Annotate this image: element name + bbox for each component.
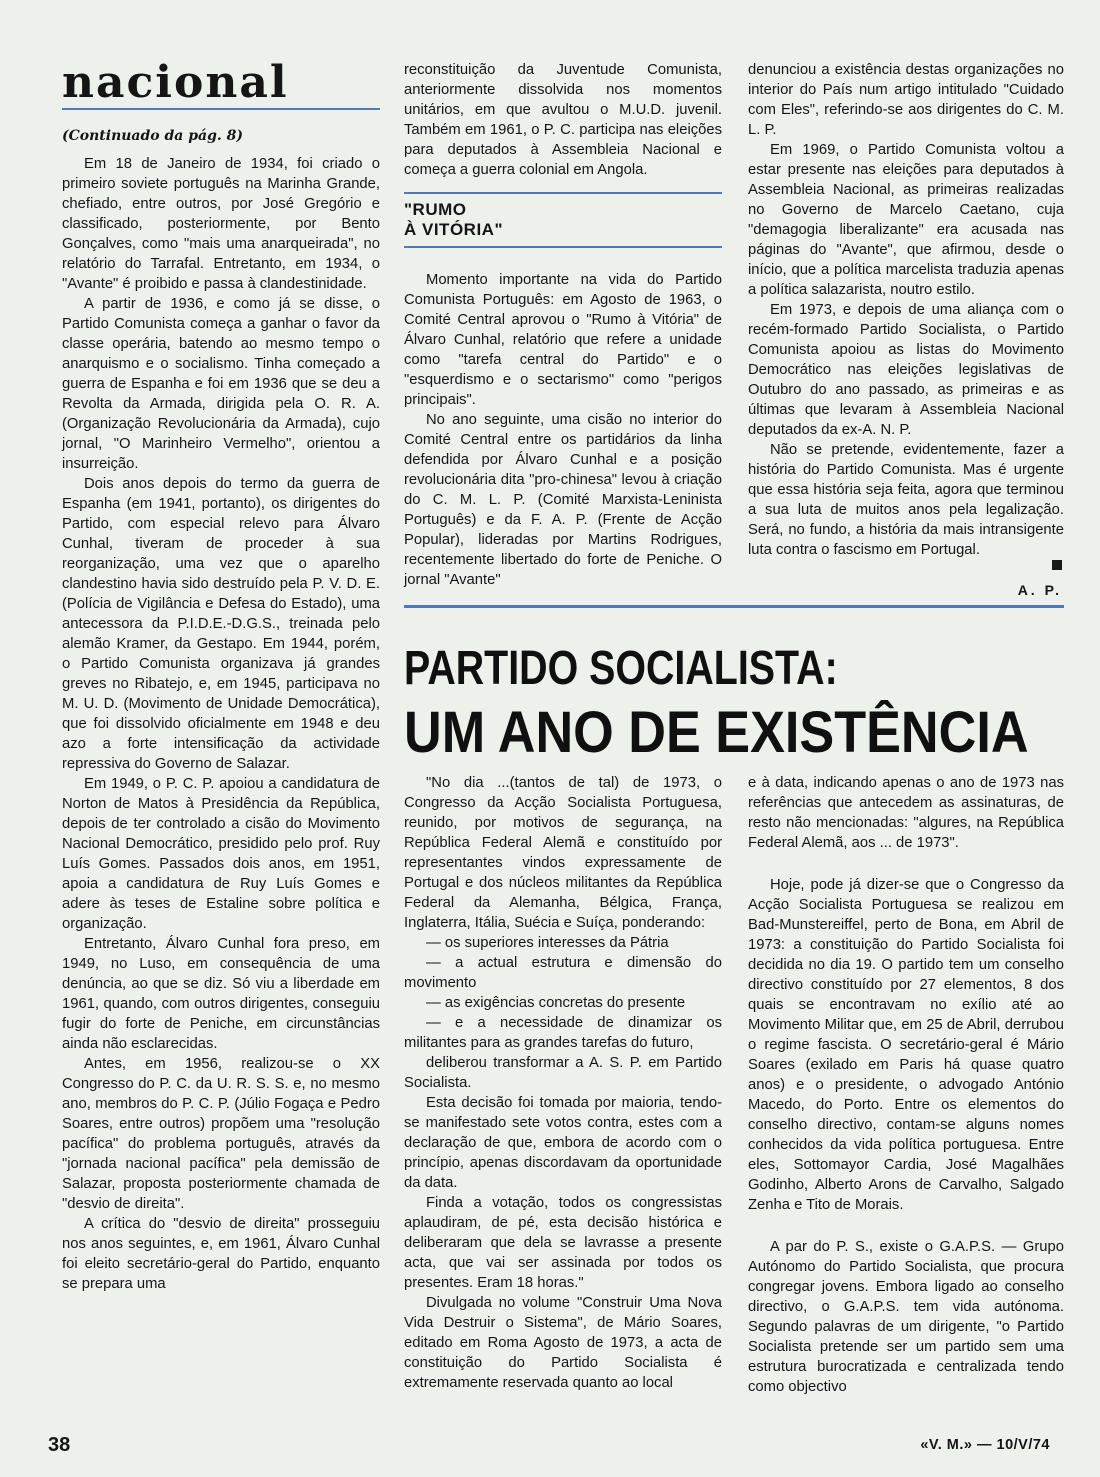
paragraph: Em 1973, e depois de uma aliança com o recém-formado Partido Socialista, o Partido Comunista apoiou as listas do Movimento Democrático nas eleições legislativas de Outubro do ano passado, as primeiras e as últimas que levaram à Assembleia Nacional deputados da ex-A. N. P. (748, 302, 1064, 438)
section-title-rule (62, 108, 380, 110)
paragraph: Entretanto, Álvaro Cunhal fora preso, em 1949, no Luso, em consequência de uma denúncia, ao que se diz. Só viu a liberdade em 1961, quando, com outros dirigentes, conseguiu fugir do forte de Peniche, em circunstâncias ainda não esclarecidas. (62, 936, 380, 1052)
paragraph: Antes, em 1956, realizou-se o XX Congresso do P. C. da U. R. S. S. e, no mesmo ano, membros do P. C. P. (Júlio Fogaça e Pedro Soares, entre outros) propõem uma "resolução pacífica" do problema português, através da "jornada nacional pacífica" pela demissão de Salazar, proposta posteriormente chamada de "desvio de direita". (62, 1056, 380, 1212)
paragraph: Em 18 de Janeiro de 1934, foi criado o primeiro soviete português na Marinha Grande, chefiado, entre outros, por José Gregório e classificado, posteriormente, por Bento Gonçalves, como "mais uma anarqueirada", no relatório do Tarrafal. Entretanto, em 1934, o "Avante" é proibido e passa à clandestinidade. (62, 156, 380, 292)
dash-item: — os superiores interesses da Pátria (426, 935, 669, 951)
paragraph: Dois anos depois do termo da guerra de Espanha (em 1941, portanto), os dirigentes do Partido, com especial relevo para Álvaro Cunhal, tiveram de proceder à sua reorganização, uma vez que o aparelho clandestino havia sido destruído pela P. V. D. E. (Polícia de Vigilância e Defesa do Estado), uma antecessora da P.I.D.E.-D.G.S., treinada pelo alemão Kramer, da Gestapo. Em 1944, porém, o Partido Comunista organizava já grandes greves no Ribatejo, e, em 1945, participava no M. U. D. (Movimento de Unidade Democrática), que foi dissolvido oficialmente em 1948 e deu azo a forte intensificação da actividade repressiva do Governo de Salazar. (62, 476, 380, 772)
continued-note: (Continuado da pág. 8) (62, 128, 243, 144)
headline-line-2: UM ANO DE EXISTÊNCIA (404, 700, 1029, 765)
paragraph: Em 1949, o P. C. P. apoiou a candidatura de Norton de Matos à Presidência da República, depois de ter controlado a cisão do Movimento Nacional Democrático, presidido pelo prof. Ruy Luís Gomes. Passados dois anos, em 1951, apoia a candidatura de Ruy Luís Gomes e adere às teses de Estaline sobre política e organização. (62, 776, 380, 932)
dash-item: — as exigências concretas do presente (426, 995, 686, 1011)
subhead-line: À VITÓRIA" (404, 220, 504, 239)
subhead-rule (404, 246, 722, 248)
subhead (404, 200, 722, 240)
paragraph: Momento importante na vida do Partido Comunista Português: em Agosto de 1963, o Comité Central aprovou o "Rumo à Vitória" de Álvaro Cunhal, relatório que refere a unidade como "tarefa central do Partido" e o "esquerdismo e o sectarismo" como "perigos principais". (404, 272, 722, 408)
paragraph: Hoje, pode já dizer-se que o Congresso da Acção Socialista Portuguesa se realizou em Bad-Munstereiffel, perto de Bona, em Abril de 1973: a constituição do Partido Socialista foi decidida no dia 19. O partido tem um conselho directivo constituído por 27 elementos, 8 dos quais se encontravam no exílio até ao Movimento Militar que, em 25 de Abril, derrubou o regime fascista. O secretário-geral é Mário Soares (exilado em Paris há quase quatro anos) e o presidente, o advogado António Macedo, do Porto. Entre os elementos do conselho directivo, contam-se alguns nomes conhecidos da vida política portuguesa. Entre eles, Sottomayor Cardia, José Magalhães Godinho, Alberto Arons de Carvalho, Salgado Zenha e Tito de Morais. (748, 877, 1064, 1213)
paragraph: e à data, indicando apenas o ano de 1973 nas referências que antecedem as assinaturas, de resto não mencionadas: "algures, na República Federal Alemã, aos ... de 1973". (748, 775, 1064, 851)
pcp-column-2 (404, 60, 722, 590)
paragraph: "No dia ...(tantos de tal) de 1973, o Congresso da Acção Socialista Portuguesa, reunido, por motivos de segurança, na República Federal Alemã e constituído por representantes vindos expressamente de Portugal e dos núcleos militantes da República Federal da Alemanha, Bélgica, França, Inglaterra, Itália, Suécia e Suíça, ponderando: (404, 775, 722, 931)
issue-info: «V. M.» — 10/V/74 (920, 1437, 1050, 1453)
article-signature: A. P. (1017, 582, 1062, 598)
article-separator-rule (404, 605, 1064, 608)
ps-column-left (404, 773, 722, 1393)
headline-line-1: PARTIDO SOCIALISTA: (404, 642, 838, 695)
paragraph: A par do P. S., existe o G.A.P.S. — Grupo Autónomo do Partido Socialista, que procura congregar jovens. Embora ligado ao conselho directivo, o G.A.P.S. tem vida autónoma. Segundo palavras de um dirigente, "o Partido Socialista pretende ser um partido sem uma estrutura burocratizada e centralizada tendo como objectivo (748, 1239, 1064, 1395)
dash-item: — e a necessidade de dinamizar os militantes para as grandes tarefas do futuro, (404, 1015, 722, 1051)
pcp-column-3 (748, 60, 1064, 560)
dash-item: — a actual estrutura e dimensão do movimento (404, 955, 722, 991)
paragraph: A crítica do "desvio de direita" prosseguiu nos anos seguintes, e, em 1961, Álvaro Cunhal foi eleito secretário-geral do Partido, enquanto se prepara uma (62, 1216, 380, 1292)
ps-column-right (748, 773, 1064, 1397)
paragraph: Finda a votação, todos os congressistas aplaudiram, de pé, esta decisão histórica e deliberaram que dela se lavrasse a presente acta, que vai ser assinada por todos os presentes. Eram 18 horas." (404, 1195, 722, 1291)
paragraph: No ano seguinte, uma cisão no interior do Comité Central entre os partidários da linha defendida por Álvaro Cunhal e a posição revolucionária dita "pro-chinesa" levou à criação do C. M. L. P. (Comité Marxista-Leninista Português) e da F. A. P. (Frente de Acção Popular), lideradas por Martins Rodrigues, recentemente libertado do forte de Peniche. O jornal "Avante" (404, 412, 722, 588)
paragraph: Divulgada no volume "Construir Uma Nova Vida Destruir o Sistema", de Mário Soares, editado em Roma Agosto de 1973, a acta de constituição do Partido Socialista é extremamente reservada quanto ao local (404, 1295, 722, 1391)
paragraph: A partir de 1936, e como já se disse, o Partido Comunista começa a ganhar o favor da classe operária, batendo ao mesmo tempo o anarquismo e o socialismo. Tinha começado a guerra de Espanha e foi em 1936 que se deu a Revolta da Armada, dirigida pela O. R. A. (Organização Revolucionária da Armada), cujo jornal, "O Marinheiro Vermelho", orientou a insurreição. (62, 296, 380, 472)
pcp-column-1 (62, 154, 380, 1294)
paragraph: Não se pretende, evidentemente, fazer a história do Partido Comunista. Mas é urgente que essa história seja feita, agora que terminou a sua luta de muitos anos pela legalização. Será, no fundo, a história da mais intransigente luta contra o fascismo em Portugal. (748, 442, 1064, 558)
end-mark-icon (1052, 560, 1062, 570)
subhead-line: "RUMO (404, 200, 467, 219)
section-title: nacional (62, 57, 289, 108)
paragraph: denunciou a existência destas organizações no interior do País num artigo intitulado "Cuidado com Eles", referindo-se aos dirigentes do C. M. L. P. (748, 62, 1064, 138)
subhead-rule (404, 192, 722, 194)
page-number: 38 (48, 1434, 71, 1456)
paragraph: Em 1969, o Partido Comunista voltou a estar presente nas eleições para deputados à Assembleia Nacional, as primeiras realizadas no Governo de Marcelo Caetano, cuja "demagogia liberalizante" era acusada nas páginas do "Avante", que afirmou, desde o início, que a política marcelista traduzia apenas a política salazarista, noutro estilo. (748, 142, 1064, 298)
paragraph: deliberou transformar a A. S. P. em Partido Socialista. (404, 1055, 722, 1091)
paragraph: Esta decisão foi tomada por maioria, tendo-se manifestado sete votos contra, estes com a declaração de que, embora de acordo com o princípio, apenas discordavam da oportunidade da data. (404, 1095, 722, 1191)
paragraph: reconstituição da Juventude Comunista, anteriormente dissolvida nos momentos unitários, em que avultou o M.U.D. juvenil. Também em 1961, o P. C. participa nas eleições para deputados à Assembleia Nacional e começa a guerra colonial em Angola. (404, 62, 722, 178)
